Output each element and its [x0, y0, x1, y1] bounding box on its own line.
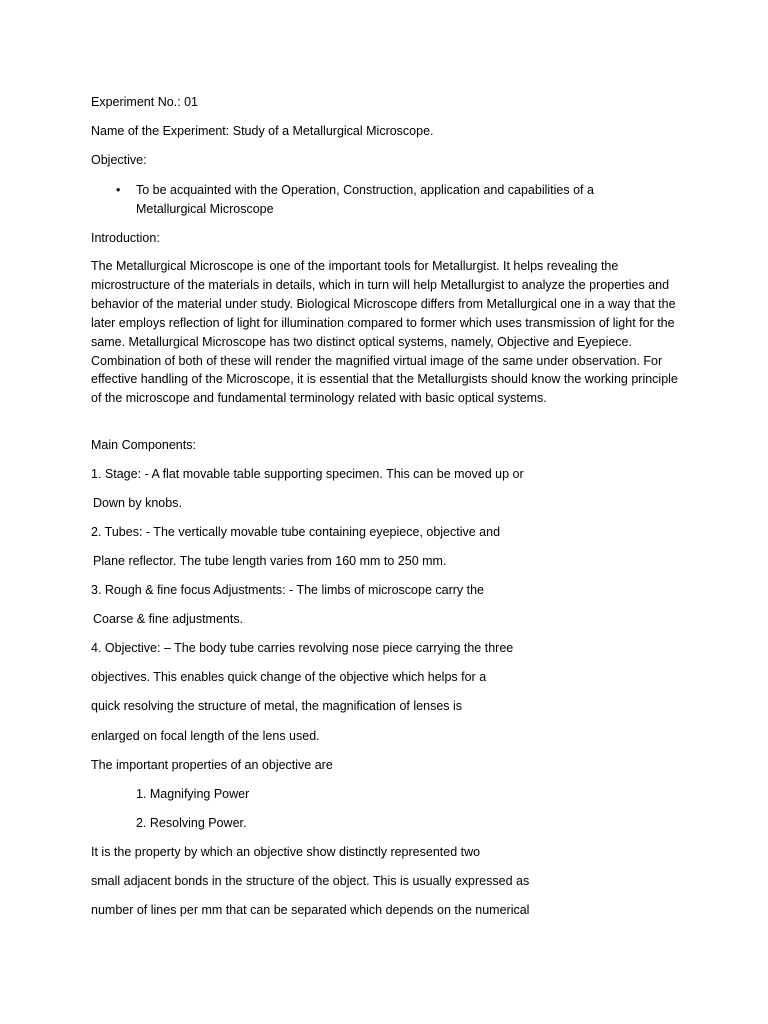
component-objective-line-4: enlarged on focal length of the lens used. — [91, 729, 320, 743]
component-objective-line-3: quick resolving the structure of metal, the magnification of lenses is — [91, 699, 463, 713]
component-stage-line-1: 1. Stage: - A flat movable table supporting specimen. This can be moved up or — [91, 467, 524, 481]
component-tubes-line-1: 2. Tubes: - The vertically movable tube containing eyepiece, objective and — [91, 525, 501, 539]
property-magnifying-power: 1. Magnifying Power — [136, 787, 250, 801]
resolving-text-line-2: small adjacent bonds in the structure of the object. This is usually expressed as — [91, 874, 530, 888]
bullet-icon: • — [116, 183, 121, 197]
resolving-text-line-3: number of lines per mm that can be separated which depends on the numerical — [91, 903, 530, 917]
introduction-heading: Introduction: — [91, 231, 160, 245]
introduction-paragraph: The Metallurgical Microscope is one of the important tools for Metallurgist. It helps revealing the microstructure of the materials in details, which in turn will help Metallurgist to analyze the properties and behavior of the material under study. Biological Microscope differs from Metallurgical one in a way that the later employs reflection of light for illumination compared to former which uses transmission of light for the same. Metallurgical Microscope has two distinct optical systems, namely, Objective and Eyepiece. Combination of both of these will render the magnified virtual image of the same under observation. For effective handling of the Microscope, it is essential that the Metallurgists should know the working principle of the microscope and fundamental terminology related with basic optical systems. — [91, 259, 678, 406]
component-objective-line-1: 4. Objective: – The body tube carries revolving nose piece carrying the three — [91, 641, 514, 655]
component-focus-line-2: Coarse & fine adjustments. — [93, 612, 244, 626]
component-focus-line-1: 3. Rough & fine focus Adjustments: - The limbs of microscope carry the — [91, 583, 484, 597]
experiment-name: Name of the Experiment: Study of a Metallurgical Microscope. — [91, 124, 434, 138]
components-heading: Main Components: — [91, 438, 196, 452]
objective-bullet-text: To be acquainted with the Operation, Construction, application and capabilities of a Metallurgical Microscope — [136, 183, 594, 216]
component-stage-line-2: Down by knobs. — [93, 496, 182, 510]
component-objective-line-2: objectives. This enables quick change of the objective which helps for a — [91, 670, 487, 684]
properties-intro: The important properties of an objective are — [91, 758, 333, 772]
experiment-number: Experiment No.: 01 — [91, 95, 198, 109]
component-tubes-line-2: Plane reflector. The tube length varies from 160 mm to 250 mm. — [93, 554, 447, 568]
objective-heading: Objective: — [91, 153, 147, 167]
property-resolving-power: 2. Resolving Power. — [136, 816, 247, 830]
resolving-text-line-1: It is the property by which an objective show distinctly represented two — [91, 845, 481, 859]
